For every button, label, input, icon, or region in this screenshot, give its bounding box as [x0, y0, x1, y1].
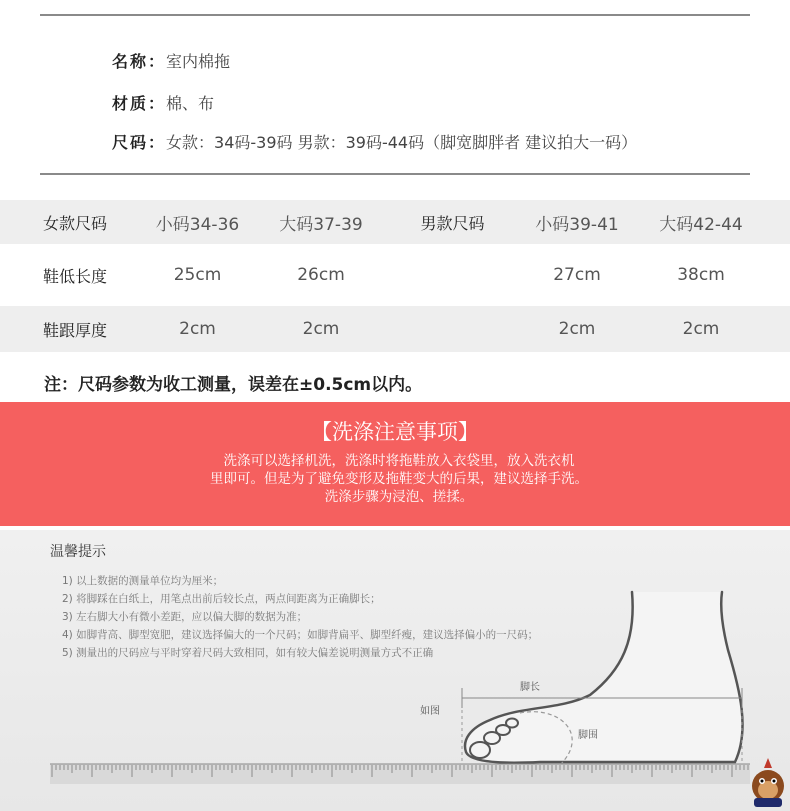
table-cell: 25cm	[173, 265, 222, 285]
spec-name	[112, 49, 230, 72]
spec-size	[112, 130, 637, 153]
table-cell	[395, 244, 510, 306]
table-header-cell: 女款尺码	[42, 213, 107, 233]
wash-line: 洗涤可以选择机洗，洗涤时将拖鞋放入衣袋里，放入洗衣机	[223, 453, 575, 469]
tip-item: 3) 左右脚大小有微小差距，应以偏大脚的数据为准；	[62, 611, 308, 623]
wash-title: 【洗涤注意事项】	[311, 420, 479, 444]
middle-divider	[40, 173, 750, 175]
table-cell: 2cm	[558, 319, 596, 339]
table-row-label: 鞋跟厚度	[42, 320, 107, 340]
table-header-cell: 小码34-36	[155, 214, 240, 235]
top-divider	[40, 14, 750, 16]
label-example: 如图	[420, 706, 440, 717]
spec-name-key: 名称：	[112, 52, 167, 71]
spec-material	[112, 91, 214, 114]
table-row-label: 鞋低长度	[42, 266, 107, 286]
tips-panel	[0, 530, 790, 811]
measurement-note: 注：尺码参数为收工测量，误差在±0.5cm以内。	[44, 375, 423, 395]
foot-measurement-illustration	[0, 530, 790, 811]
table-cell: 2cm	[179, 319, 216, 339]
table-header-cell: 小码39-41	[535, 214, 619, 235]
label-foot-length: 脚长	[520, 682, 540, 693]
wash-line: 洗涤步骤为浸泡、搓揉。	[324, 489, 474, 505]
table-header-cell: 男款尺码	[420, 213, 485, 233]
table-header-cell: 大码37-39	[279, 214, 363, 235]
table-header-row	[0, 200, 790, 244]
table-cell: 26cm	[297, 265, 345, 285]
table-cell: 2cm	[682, 319, 720, 339]
wash-instructions-banner	[0, 402, 790, 526]
spec-size-key: 尺码：	[112, 133, 167, 152]
wash-text	[0, 452, 790, 506]
tip-item: 4) 如脚背高、脚型宽肥，建议选择偏大的一个尺码；如脚背扁平、脚型纤瘦，建议选择偏小的一尺码；	[62, 629, 539, 641]
spec-size-value: 女款：34码-39码 男款：39码-44码（脚宽脚胖者 建议拍大一码）	[166, 133, 638, 152]
spec-material-key: 材质：	[112, 94, 167, 113]
wash-line: 里即可。但是为了避免变形及拖鞋变大的后果，建议选择手洗。	[210, 471, 588, 487]
table-header-cell: 大码42-44	[659, 214, 743, 235]
table-cell: 2cm	[302, 319, 340, 339]
spec-name-value: 室内棉拖	[166, 52, 231, 71]
tip-item: 2) 将脚踩在白纸上，用笔点出前后较长点，两点间距离为正确脚长；	[62, 593, 381, 605]
label-foot-girth: 脚围	[578, 730, 598, 741]
size-table	[0, 200, 790, 352]
table-cell: 27cm	[553, 265, 601, 285]
table-row	[0, 306, 790, 352]
tip-item: 5) 测量出的尺码应与平时穿着尺码大致相同，如有较大偏差说明测量方式不正确	[62, 647, 434, 659]
table-cell: 38cm	[677, 265, 725, 285]
table-cell	[395, 306, 510, 352]
tip-item: 1) 以上数据的测量单位均为厘米；	[62, 575, 224, 587]
spec-material-value: 棉、布	[166, 94, 215, 113]
mascot-icon	[748, 756, 788, 808]
tips-title: 温馨提示	[50, 544, 106, 560]
table-row	[0, 244, 790, 306]
